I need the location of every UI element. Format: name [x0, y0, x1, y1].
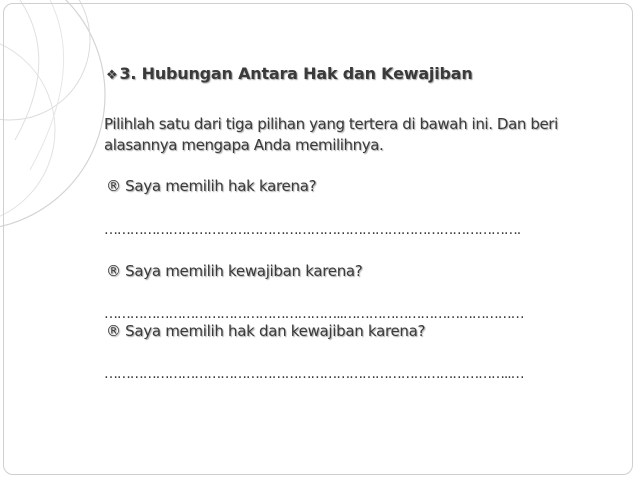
- answer-line-1: …………………………………………………………………………………….: [104, 222, 521, 238]
- option-hak: ® Saya memilih hak karena?: [106, 177, 317, 195]
- option-hak-dan-kewajiban: ® Saya memilih hak dan kewajiban karena?: [106, 322, 426, 340]
- section-heading: [106, 64, 473, 83]
- heading-text: 3. Hubungan Antara Hak dan Kewajiban: [119, 64, 473, 83]
- answer-line-2: ………………………………………………..……………………………………: [104, 306, 524, 322]
- diamond-bullet-icon: ❖: [106, 68, 118, 83]
- option-kewajiban: ® Saya memilih kewajiban karena?: [106, 262, 363, 280]
- instruction-text: Pilihlah satu dari tiga pilihan yang tertera di bawah ini. Dan beri alasannya mengapa Anda memilihnya.: [104, 115, 558, 154]
- answer-line-3: …………………………………………………………………………………..…: [104, 366, 524, 382]
